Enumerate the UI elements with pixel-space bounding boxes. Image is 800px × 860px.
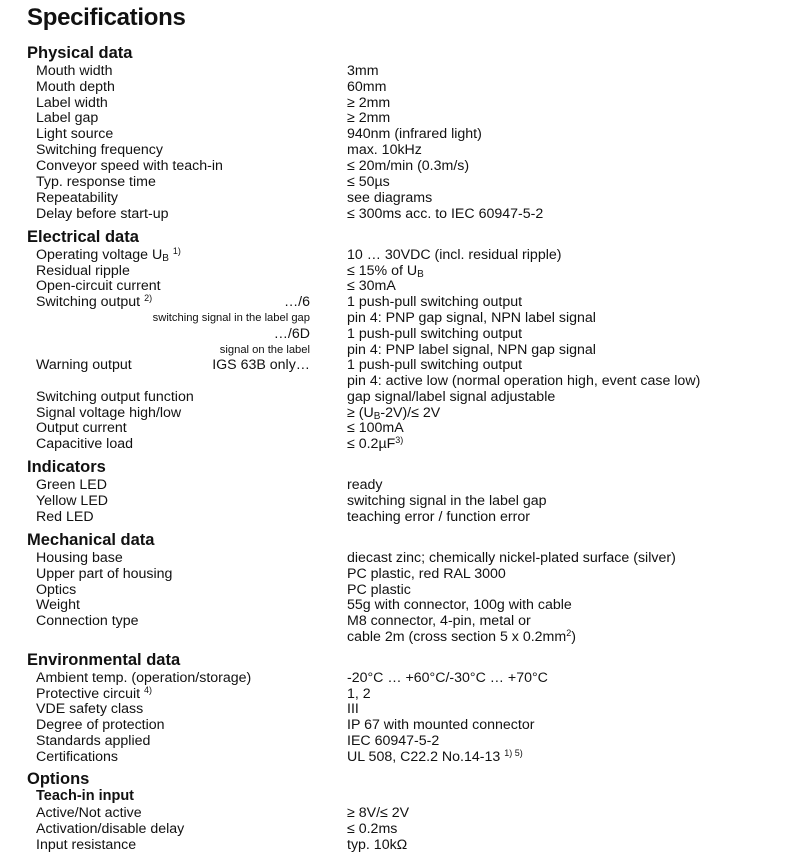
spec-row-residual-ripple [0, 263, 800, 279]
spec-value: IP 67 with mounted connector [347, 717, 535, 733]
spec-value: 60mm [347, 79, 387, 95]
spec-row-standards [0, 733, 800, 749]
spec-label: Open-circuit current [36, 278, 161, 294]
section-heading-environmental: Environmental data [27, 651, 181, 669]
spec-value: -20°C … +60°C/-30°C … +70°C [347, 670, 548, 686]
spec-value: ≤ 300ms acc. to IEC 60947-5-2 [347, 206, 544, 222]
spec-value: gap signal/label signal adjustable [347, 389, 556, 405]
spec-label: Switching frequency [36, 142, 163, 158]
spec-label: Upper part of housing [36, 566, 173, 582]
spec-value: UL 508, C22.2 No.14-13 $^{1) 5)}$ [347, 748, 523, 765]
spec-row-warning-pin [0, 373, 800, 389]
spec-label: Protective circuit $^{4)}$ [36, 685, 153, 702]
spec-value: 1 push-pull switching output [347, 294, 523, 310]
spec-row-mouth-width [0, 63, 800, 79]
spec-value: ≤ 0.2ms [347, 821, 398, 837]
spec-label: Switching output function [36, 389, 194, 405]
spec-label: Mouth width [36, 63, 113, 79]
spec-label: VDE safety class [36, 701, 144, 717]
spec-label: Typ. response time [36, 174, 156, 190]
spec-row-repeatability [0, 190, 800, 206]
section-heading-electrical: Electrical data [27, 228, 139, 246]
spec-value: ready [347, 477, 383, 493]
spec-label: Light source [36, 126, 114, 142]
spec-row-open-circuit-current [0, 278, 800, 294]
spec-row-warning-output [0, 357, 800, 373]
spec-value: IEC 60947-5-2 [347, 733, 440, 749]
spec-row-degree-protection [0, 717, 800, 733]
spec-value: ≥ 2mm [347, 110, 391, 126]
spec-value: pin 4: PNP gap signal, NPN label signal [347, 310, 596, 326]
spec-value: PC plastic, red RAL 3000 [347, 566, 506, 582]
subheading-teach-in-input: Teach-in input [36, 788, 135, 804]
spec-row-switching-frequency [0, 142, 800, 158]
spec-value: 940nm (infrared light) [347, 126, 482, 142]
spec-row-activation-delay [0, 821, 800, 837]
spec-label: Output current [36, 420, 127, 436]
spec-label: Delay before start-up [36, 206, 169, 222]
spec-row-optics [0, 582, 800, 598]
spec-label: Degree of protection [36, 717, 165, 733]
spec-value: cable 2m (cross section 5 x $0.2mm^2$) [347, 628, 576, 645]
spec-label: Warning output [36, 357, 132, 373]
spec-row-active-not-active [0, 805, 800, 821]
spec-row-signal-voltage [0, 405, 800, 421]
page-title: Specifications [27, 4, 186, 31]
spec-value: switching signal in the label gap [347, 493, 547, 509]
spec-label: Switching output $^{2)}$ [36, 293, 153, 310]
spec-value: ≤ 30mA [347, 278, 396, 294]
spec-row-connection-type [0, 613, 800, 629]
spec-row-certifications [0, 749, 800, 765]
spec-label: Input resistance [36, 837, 137, 853]
spec-label: Housing base [36, 550, 123, 566]
spec-label: Label gap [36, 110, 99, 126]
spec-row-mouth-depth [0, 79, 800, 95]
spec-row-label-width [0, 95, 800, 111]
spec-row-green-led [0, 477, 800, 493]
spec-label: Certifications [36, 749, 119, 765]
spec-value: ≤ 100mA [347, 420, 404, 436]
spec-row-red-led [0, 509, 800, 525]
spec-label: Operating voltage $U_B$ $^{1)}$ [36, 246, 181, 264]
spec-label: Label width [36, 95, 108, 111]
section-heading-mechanical: Mechanical data [27, 531, 155, 549]
spec-row-switching-output-function [0, 389, 800, 405]
spec-row-signal-on-label [0, 342, 800, 358]
spec-label: Standards applied [36, 733, 151, 749]
spec-variant: …/6D [273, 326, 310, 342]
spec-row-switching-output-6d [0, 326, 800, 342]
spec-row-response-time [0, 174, 800, 190]
spec-label: Residual ripple [36, 263, 130, 279]
section-heading-physical: Physical data [27, 44, 133, 62]
spec-label: Optics [36, 582, 77, 598]
spec-row-connection-cable [0, 629, 800, 645]
spec-label: Conveyor speed with teach-in [36, 158, 223, 174]
spec-row-weight [0, 597, 800, 613]
spec-value: ≥ $(U_B-2V)/\le 2V$ [347, 405, 441, 422]
spec-value: diecast zinc; chemically nickel-plated surface (silver) [347, 550, 676, 566]
spec-label: Connection type [36, 613, 139, 629]
spec-row-vde-class [0, 701, 800, 717]
spec-value: M8 connector, 4-pin, metal or [347, 613, 531, 629]
spec-row-input-resistance [0, 837, 800, 853]
spec-value: PC plastic [347, 582, 411, 598]
spec-value: 55g with connector, 100g with cable [347, 597, 572, 613]
spec-value: 1, 2 [347, 686, 371, 702]
spec-value: pin 4: PNP label signal, NPN gap signal [347, 342, 596, 358]
spec-label: Active/Not active [36, 805, 142, 821]
spec-label: Yellow LED [36, 493, 109, 509]
section-heading-indicators: Indicators [27, 458, 106, 476]
spec-label: Green LED [36, 477, 107, 493]
spec-value: max. 10kHz [347, 142, 422, 158]
spec-label: Ambient temp. (operation/storage) [36, 670, 252, 686]
spec-value: III [347, 701, 359, 717]
spec-label: Mouth depth [36, 79, 115, 95]
spec-value: pin 4: active low (normal operation high, event case low) [347, 373, 701, 389]
spec-row-capacitive-load [0, 436, 800, 452]
spec-label: Signal voltage high/low [36, 405, 182, 421]
spec-value: ≤ 50µs [347, 174, 390, 190]
section-heading-options: Options [27, 770, 90, 788]
spec-value: ≥ 8V/≤ 2V [347, 805, 410, 821]
spec-label: Capacitive load [36, 436, 134, 452]
spec-value: 10 … 30VDC (incl. residual ripple) [347, 247, 562, 263]
spec-value: typ. 10kΩ [347, 837, 408, 853]
spec-value: ≤ 15% of $U_B$ [347, 263, 424, 280]
spec-label: Weight [36, 597, 80, 613]
spec-row-protective-circuit [0, 686, 800, 702]
spec-note: signal on the label [219, 344, 310, 356]
spec-value: 3mm [347, 63, 379, 79]
spec-variant: …/6 [283, 294, 310, 310]
spec-value: ≤ 0.2µF$^{3)}$ [347, 435, 404, 452]
spec-row-conveyor-speed [0, 158, 800, 174]
spec-row-output-current [0, 420, 800, 436]
spec-label: Repeatability [36, 190, 119, 206]
spec-variant: IGS 63B only… [212, 357, 310, 373]
spec-row-delay-startup [0, 206, 800, 222]
spec-label: Red LED [36, 509, 94, 525]
spec-row-operating-voltage [0, 247, 800, 263]
spec-value: teaching error / function error [347, 509, 530, 525]
spec-row-light-source [0, 126, 800, 142]
spec-label: Activation/disable delay [36, 821, 185, 837]
spec-row-label-gap [0, 110, 800, 126]
spec-row-switching-signal-gap [0, 310, 800, 326]
spec-value: 1 push-pull switching output [347, 326, 523, 342]
spec-row-switching-output [0, 294, 800, 310]
spec-row-housing-base [0, 550, 800, 566]
spec-row-yellow-led [0, 493, 800, 509]
spec-value: ≤ 20m/min (0.3m/s) [347, 158, 470, 174]
spec-value: see diagrams [347, 190, 433, 206]
spec-value: 1 push-pull switching output [347, 357, 523, 373]
spec-note: switching signal in the label gap [152, 312, 310, 324]
spec-value: ≥ 2mm [347, 95, 391, 111]
spec-row-upper-housing [0, 566, 800, 582]
spec-row-ambient-temp [0, 670, 800, 686]
